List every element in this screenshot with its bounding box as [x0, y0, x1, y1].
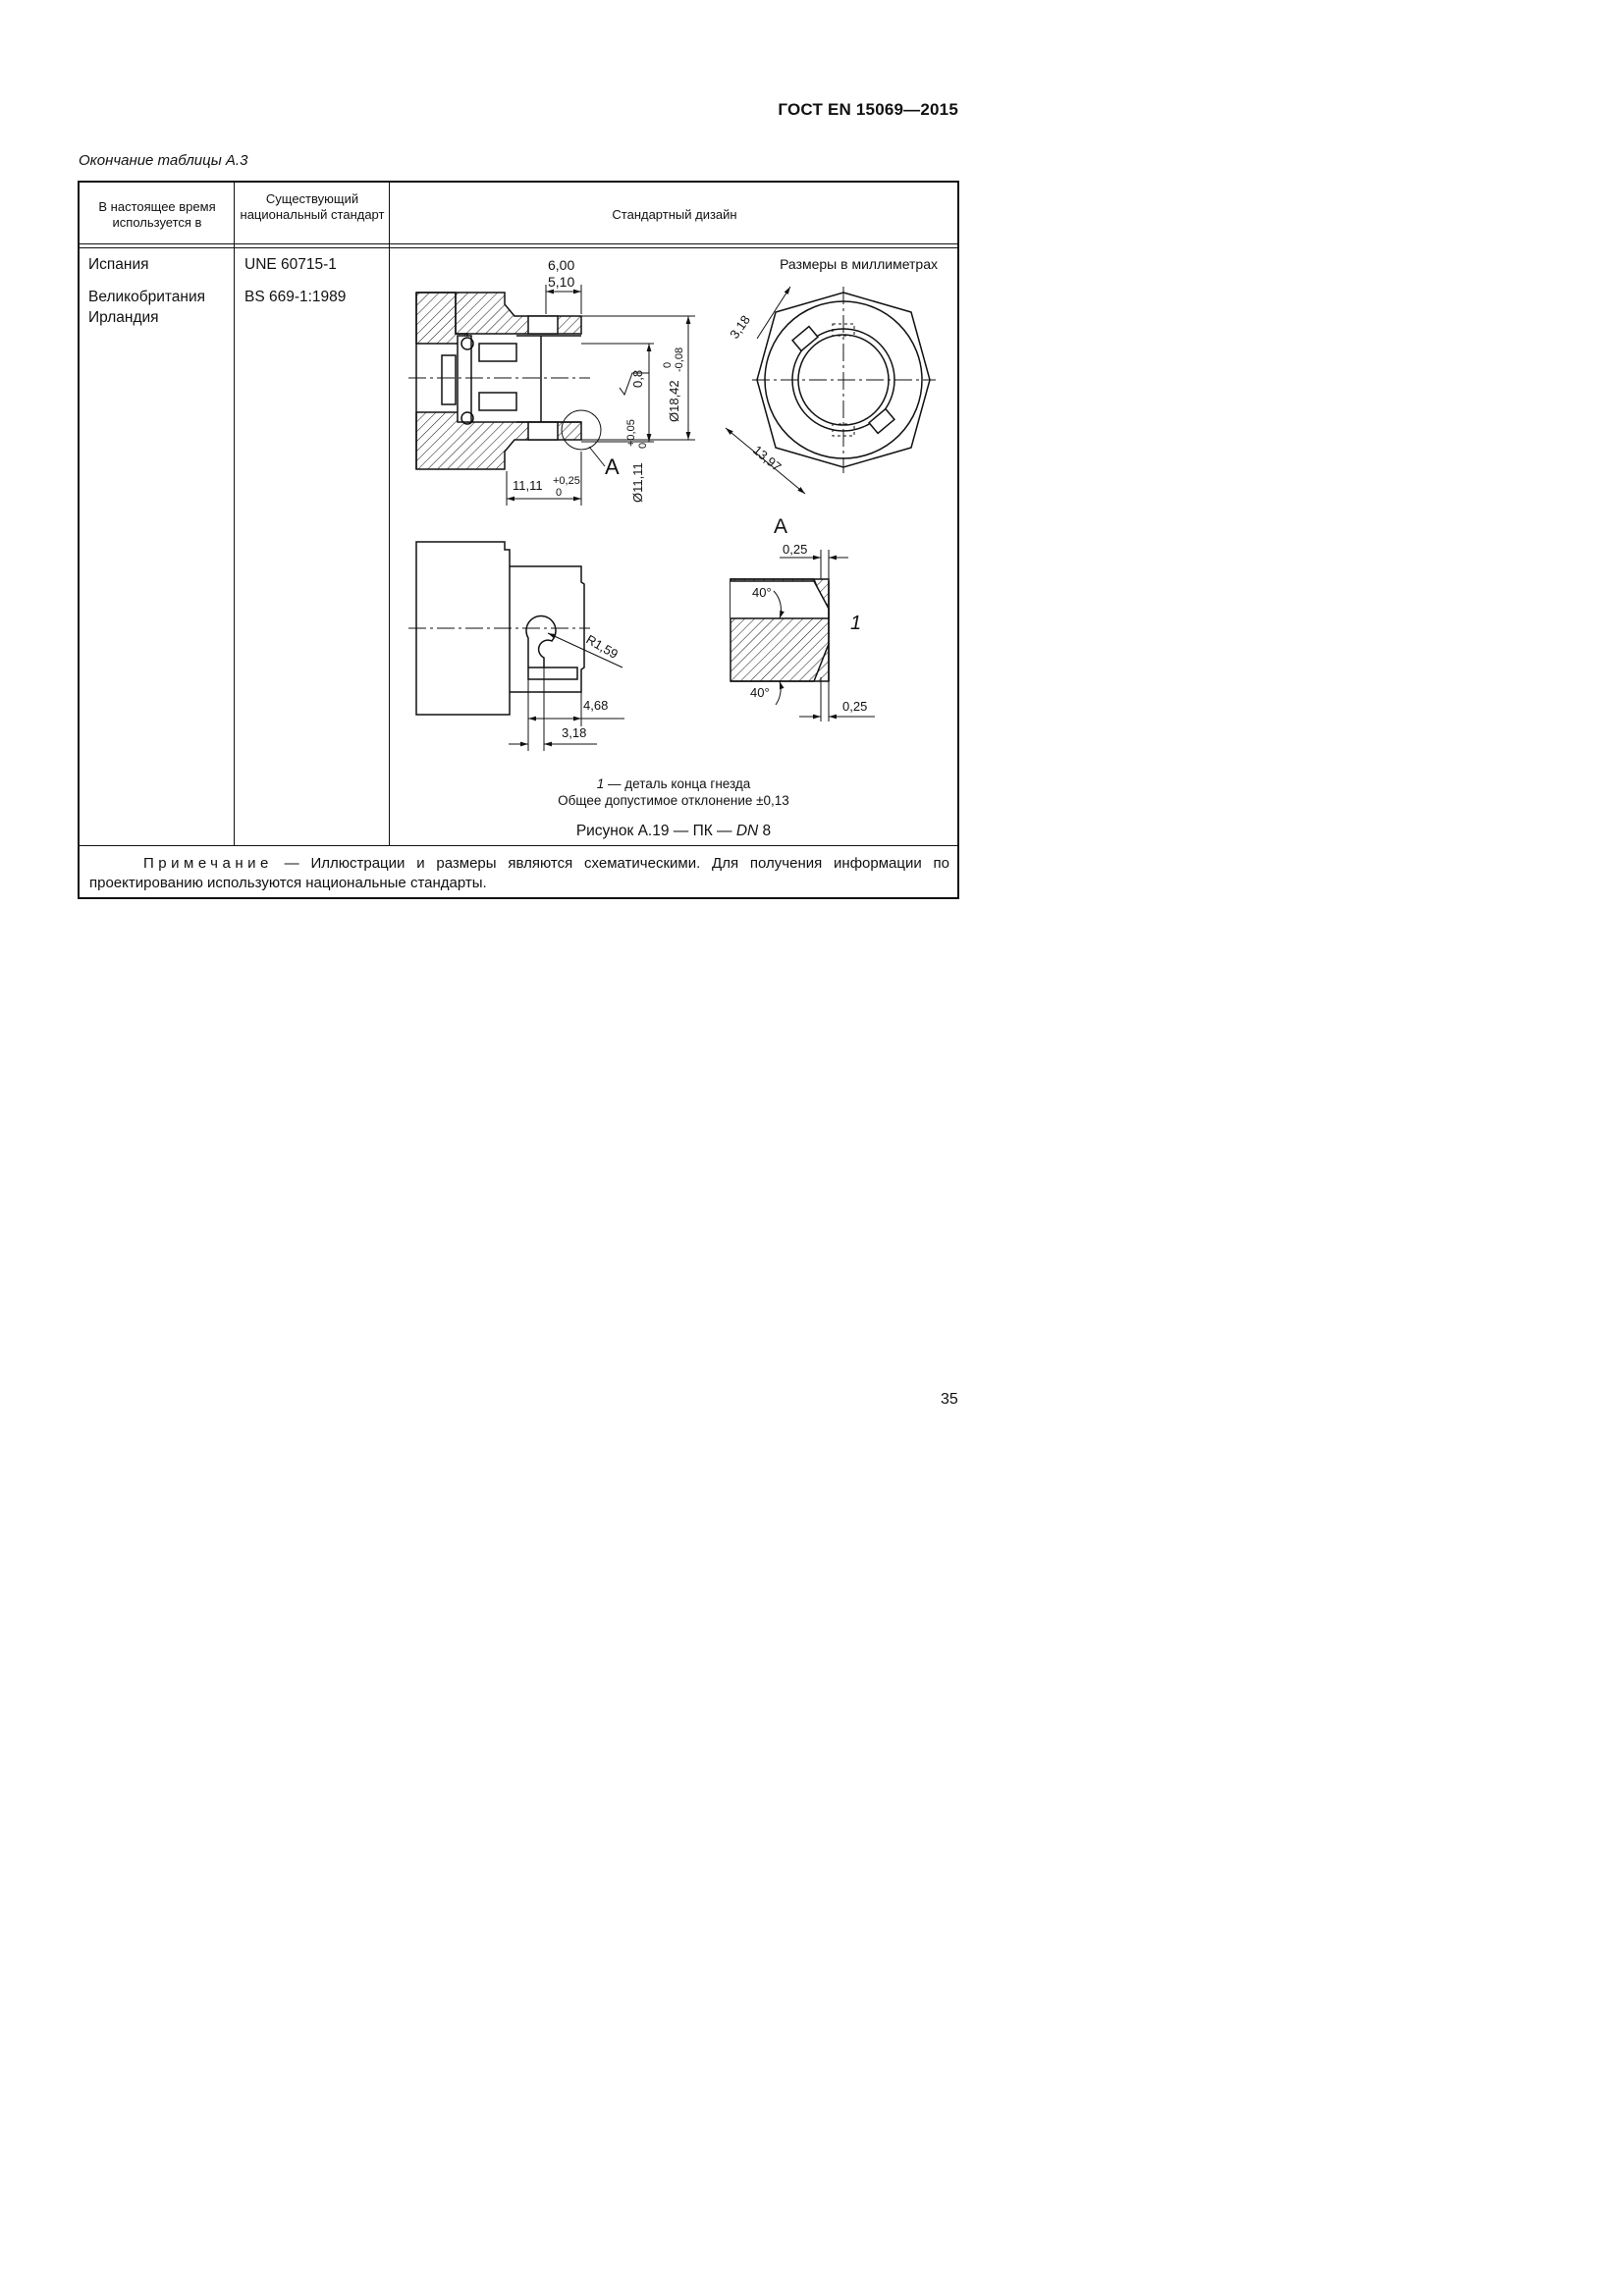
- section-view: [408, 293, 605, 469]
- dimension-label: 4,68: [583, 698, 609, 713]
- document-header: ГОСТ EN 15069—2015: [778, 100, 958, 119]
- dimension-label: 0,25: [842, 699, 868, 714]
- dimension-label: 3,18: [727, 312, 753, 342]
- tolerance-label: 0: [556, 487, 563, 499]
- caption-prefix: Рисунок А.19 — ПК —: [575, 823, 736, 839]
- tolerance-label: -0,08: [674, 347, 685, 372]
- tolerance-label: +0,05: [625, 419, 637, 447]
- standard-cell: UNE 60715-1: [244, 256, 337, 273]
- table-caption: Окончание таблицы А.3: [79, 152, 248, 169]
- angle-label: 40°: [750, 685, 770, 700]
- legend-tolerance: Общее допустимое отклонение ±0,13: [558, 793, 789, 808]
- caption-dn: DN: [735, 823, 759, 839]
- note-divider: [80, 845, 957, 846]
- technical-drawing: [389, 245, 958, 844]
- dimension-label: 5,10: [548, 274, 575, 290]
- column-header: Стандартный дизайн: [612, 207, 737, 222]
- page-number: 35: [941, 1391, 958, 1408]
- detail-view: [731, 579, 829, 681]
- angle-label: 40°: [752, 585, 772, 600]
- radius-label: R1,59: [583, 631, 622, 662]
- dimension-label: Ø18,42: [667, 380, 681, 422]
- caption-suffix: 8: [758, 823, 772, 839]
- column-header: В настоящее время используется в: [98, 199, 216, 230]
- front-view: [752, 287, 936, 473]
- tolerance-label: 0: [637, 442, 649, 449]
- roughness-label: 0,8: [630, 369, 645, 388]
- standard-cell: BS 669-1:1989: [244, 289, 347, 305]
- dimension-label: 3,18: [562, 725, 587, 740]
- legend-item-number: 1: [596, 776, 605, 791]
- dimension-label: Ø11,11: [630, 462, 645, 503]
- column-header: Существующий национальный стандарт: [240, 191, 385, 222]
- country-cell: Великобритания Ирландия: [88, 289, 206, 326]
- country-cell: Испания: [88, 256, 149, 273]
- units-note: Размеры в миллиметрах: [780, 256, 938, 272]
- dimension-label: 0,25: [783, 542, 808, 557]
- note: [89, 854, 949, 893]
- legend-item: [597, 776, 751, 791]
- column-divider: [234, 183, 235, 845]
- header-divider: [80, 243, 957, 244]
- dimension-label: 11,11: [513, 478, 543, 493]
- note-text: — Иллюстрации и размеры являются схематическими. Для получения информации по проектированию используются национальные стандарты.: [89, 855, 949, 891]
- section-label: А: [774, 515, 788, 538]
- item-number: 1: [850, 613, 862, 634]
- note-label: Примечание: [143, 855, 273, 872]
- detail-label: А: [605, 454, 620, 479]
- figure-caption: [576, 823, 771, 839]
- tolerance-label: +0,25: [553, 475, 580, 487]
- dimension-label: 13,97: [750, 442, 785, 475]
- slot-view: [408, 542, 590, 715]
- dimension-label: 6,00: [548, 257, 575, 273]
- tolerance-label: 0: [662, 361, 674, 368]
- legend-item-text: — деталь конца гнезда: [608, 776, 751, 791]
